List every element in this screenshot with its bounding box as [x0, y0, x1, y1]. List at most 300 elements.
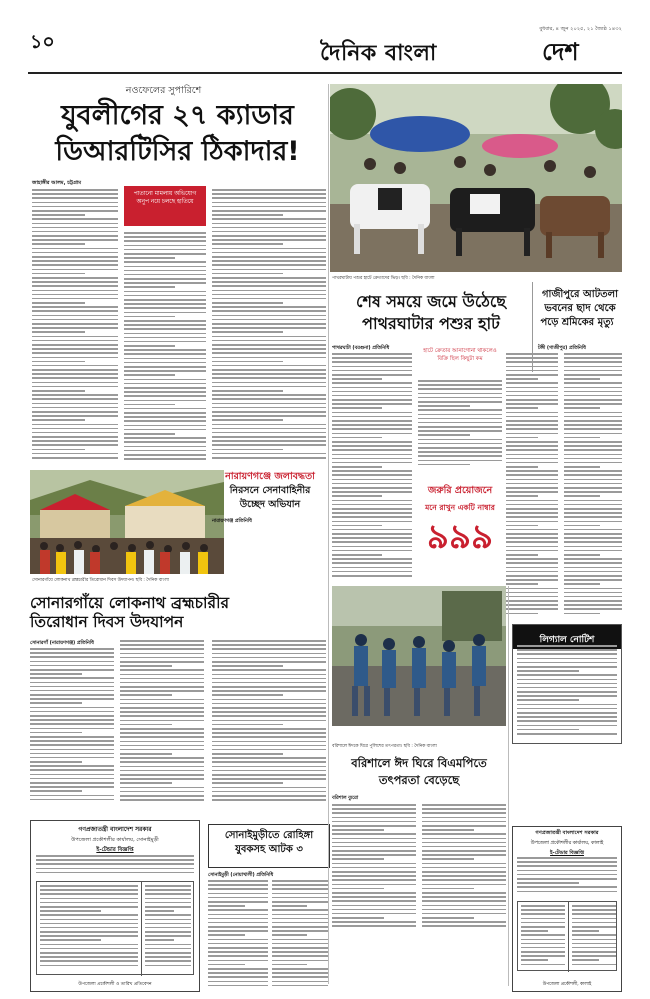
tender-left-gov: গণপ্রজাতন্ত্রী বাংলাদেশ সরকার — [78, 826, 152, 833]
text-line — [120, 674, 204, 676]
text-line — [332, 391, 412, 393]
tender-right-lines — [517, 857, 617, 897]
text-line — [212, 210, 326, 212]
lead-headline-2: ডিআরটিসির ঠিকাদার! — [55, 136, 300, 167]
text-line — [332, 466, 382, 468]
text-line — [40, 889, 138, 891]
text-line — [564, 357, 622, 359]
text-line — [506, 604, 558, 606]
text-line — [212, 390, 283, 392]
text-line — [30, 736, 114, 738]
text-line — [521, 918, 565, 920]
tender-left-title: ই-টেন্ডার বিজ্ঞপ্তি — [96, 847, 134, 853]
emergency-line-1: জরুরি প্রয়োজনে — [427, 485, 493, 496]
text-line — [30, 790, 82, 792]
text-line — [145, 939, 174, 941]
text-line — [564, 445, 622, 447]
text-line — [212, 189, 326, 191]
text-line — [40, 956, 138, 958]
text-line — [32, 394, 118, 396]
text-line — [212, 749, 326, 751]
emergency-number: ৯৯৯ — [426, 517, 494, 557]
text-line — [124, 437, 206, 439]
text-line — [506, 537, 558, 539]
text-line — [124, 412, 206, 414]
text-line — [32, 315, 118, 317]
text-line — [332, 913, 416, 915]
text-line — [506, 512, 558, 514]
text-line — [124, 320, 206, 322]
text-line — [332, 871, 416, 873]
text-line — [124, 261, 206, 263]
text-line — [32, 457, 118, 459]
text-line — [272, 934, 307, 936]
text-line — [120, 690, 204, 692]
text-line — [40, 885, 138, 887]
text-line — [521, 955, 565, 957]
text-line — [120, 657, 204, 659]
cattle-pullquote-text: হাটে ক্রেতার আনাগোনা থাকলেও বিক্রি ছিল কিছুটা কম — [423, 348, 497, 362]
text-line — [120, 795, 204, 797]
lokenath-body-col1 — [30, 648, 114, 806]
text-line — [332, 407, 382, 409]
text-line — [208, 914, 268, 916]
text-line — [145, 919, 191, 921]
text-line — [120, 640, 204, 642]
text-line — [32, 214, 85, 216]
text-line — [332, 533, 412, 535]
text-line — [517, 645, 617, 647]
text-line — [120, 694, 172, 696]
text-line — [124, 333, 206, 335]
lokenath-photo — [30, 470, 224, 574]
text-line — [120, 787, 204, 789]
text-line — [564, 353, 622, 355]
text-line — [564, 433, 622, 435]
tender-left-footer: উপজেলা প্রকৌশলী ও তারিখ প্রতিবেদন — [78, 982, 152, 987]
text-line — [40, 927, 138, 929]
text-line — [422, 879, 506, 881]
text-line — [120, 761, 204, 763]
text-line — [332, 420, 412, 422]
text-line — [36, 863, 194, 865]
lead-body-col3 — [212, 189, 326, 465]
text-line — [212, 753, 283, 755]
text-line — [30, 719, 114, 721]
text-line — [564, 588, 622, 590]
section-name: দেশ — [542, 37, 579, 66]
text-line — [418, 439, 502, 441]
text-line — [564, 449, 622, 451]
text-line — [32, 382, 118, 384]
text-line — [124, 408, 206, 410]
text-line — [517, 882, 579, 884]
text-line — [120, 728, 204, 730]
text-line — [506, 541, 558, 543]
text-line — [332, 357, 412, 359]
lokenath-body-col2 — [120, 640, 204, 806]
text-line — [506, 529, 558, 531]
text-line — [422, 821, 506, 823]
text-line — [212, 327, 326, 329]
text-line — [36, 868, 194, 870]
text-line — [572, 913, 616, 915]
text-line — [40, 906, 138, 908]
text-line — [272, 901, 328, 903]
text-line — [36, 859, 194, 861]
text-line — [212, 394, 326, 396]
rohingya-headline-2: যুবকসহ আটক ৩ — [235, 844, 303, 855]
text-line — [30, 656, 114, 658]
text-line — [208, 955, 268, 957]
text-line — [506, 592, 558, 594]
text-line — [572, 918, 616, 920]
text-line — [36, 855, 194, 857]
text-line — [332, 366, 412, 368]
text-line — [120, 720, 204, 722]
text-line — [212, 745, 326, 747]
text-line — [332, 487, 412, 489]
text-line — [212, 361, 283, 363]
text-line — [564, 558, 622, 560]
text-line — [212, 315, 326, 317]
gazipur-body-col2 — [564, 353, 622, 619]
text-line — [572, 951, 616, 953]
text-line — [30, 677, 114, 679]
text-line — [564, 420, 622, 422]
text-line — [422, 888, 474, 890]
text-line — [564, 546, 622, 548]
text-line — [564, 374, 622, 376]
text-line — [521, 930, 548, 932]
text-line — [418, 455, 502, 457]
text-line — [30, 782, 114, 784]
text-line — [564, 554, 600, 556]
text-line — [32, 411, 118, 413]
text-line — [212, 377, 326, 379]
text-line — [208, 897, 268, 899]
text-line — [124, 307, 206, 309]
text-line — [272, 972, 328, 974]
text-line — [124, 240, 206, 242]
text-line — [332, 550, 412, 552]
text-line — [418, 401, 502, 403]
text-line — [521, 934, 565, 936]
tender-right-footer: উপজেলা প্রকৌশলী, কালাই — [542, 982, 592, 987]
text-line — [506, 395, 558, 397]
text-line — [212, 197, 326, 199]
text-line — [32, 239, 118, 241]
text-line — [145, 956, 191, 958]
text-line — [32, 428, 118, 430]
text-line — [506, 420, 558, 422]
text-line — [506, 399, 558, 401]
text-line — [212, 778, 326, 780]
text-line — [506, 562, 558, 564]
text-line — [124, 324, 206, 326]
text-line — [564, 387, 622, 389]
text-line — [332, 508, 412, 510]
barishal-headline-2: তৎপরতা বেড়েছে — [378, 773, 460, 787]
text-line — [212, 319, 326, 321]
text-line — [120, 711, 204, 713]
text-line — [212, 340, 326, 342]
text-line — [564, 470, 622, 472]
text-line — [30, 648, 114, 650]
text-line — [32, 344, 118, 346]
text-line — [422, 892, 506, 894]
text-line — [124, 337, 206, 339]
text-line — [418, 422, 502, 424]
text-line — [506, 428, 558, 430]
text-line — [332, 458, 412, 460]
text-line — [332, 842, 416, 844]
text-line — [506, 474, 558, 476]
text-line — [517, 725, 617, 727]
text-line — [564, 562, 622, 564]
text-line — [212, 432, 326, 434]
text-line — [32, 235, 118, 237]
text-line — [32, 202, 118, 204]
text-line — [124, 291, 206, 293]
text-line — [506, 608, 558, 610]
text-line — [332, 812, 416, 814]
text-line — [32, 252, 118, 254]
text-line — [506, 378, 538, 380]
text-line — [145, 910, 174, 912]
text-line — [332, 850, 416, 852]
text-line — [30, 682, 114, 684]
text-line — [32, 340, 118, 342]
text-line — [332, 562, 412, 564]
text-line — [212, 256, 326, 258]
text-line — [212, 682, 326, 684]
text-line — [120, 766, 204, 768]
text-line — [124, 299, 206, 301]
text-line — [332, 884, 416, 886]
text-line — [120, 715, 204, 717]
text-line — [564, 361, 622, 363]
text-line — [332, 858, 384, 860]
cattle-headline-2: পাথরঘাটার পশুর হাট — [362, 314, 500, 333]
text-line — [564, 604, 622, 606]
text-line — [124, 362, 206, 364]
text-line — [120, 661, 204, 663]
text-line — [212, 294, 326, 296]
text-line — [517, 857, 617, 859]
text-line — [332, 546, 412, 548]
text-line — [332, 399, 412, 401]
text-line — [564, 407, 600, 409]
text-line — [40, 910, 101, 912]
text-line — [506, 483, 558, 485]
tender-left — [30, 820, 200, 992]
text-line — [517, 704, 617, 706]
text-line — [332, 370, 412, 372]
text-line — [564, 608, 622, 610]
text-line — [332, 917, 384, 919]
text-line — [564, 567, 622, 569]
text-line — [332, 529, 412, 531]
text-line — [506, 403, 558, 405]
text-line — [564, 512, 622, 514]
text-line — [32, 264, 118, 266]
lokenath-headline-1: সোনারগাঁয়ে লোকনাথ ব্রহ্মচারীর — [30, 594, 230, 612]
text-line — [272, 918, 328, 920]
text-line — [30, 799, 114, 801]
narayanganj-headline-3: উচ্ছেদ অভিযান — [239, 499, 301, 510]
text-line — [506, 588, 558, 590]
text-line — [272, 985, 328, 987]
text-line — [506, 445, 558, 447]
text-line — [120, 799, 204, 801]
text-line — [30, 778, 114, 780]
text-line — [564, 395, 622, 397]
text-line — [517, 662, 617, 664]
text-line — [517, 674, 617, 676]
text-line — [332, 804, 416, 806]
text-line — [521, 943, 565, 945]
text-line — [208, 981, 268, 983]
text-line — [332, 900, 416, 902]
text-line — [506, 391, 558, 393]
text-line — [212, 741, 326, 743]
text-line — [418, 388, 502, 390]
text-line — [120, 699, 204, 701]
text-line — [517, 733, 617, 735]
text-line — [212, 369, 326, 371]
text-line — [32, 260, 118, 262]
text-line — [564, 424, 622, 426]
cattle-byline: পাথরঘাটা (বরগুনা) প্রতিনিধি — [332, 346, 390, 351]
tender-right-table-col1 — [521, 905, 565, 969]
text-line — [517, 699, 579, 701]
text-line — [564, 391, 622, 393]
text-line — [120, 770, 204, 772]
text-line — [517, 865, 617, 867]
lead-kicker: নওফেলের সুপারিশে — [125, 85, 202, 96]
text-line — [212, 686, 326, 688]
column-rule-left — [328, 84, 329, 984]
text-line — [120, 703, 204, 705]
text-line — [124, 387, 206, 389]
text-line — [212, 799, 326, 801]
text-line — [120, 753, 172, 755]
text-line — [332, 571, 412, 573]
text-line — [212, 214, 283, 216]
text-line — [208, 939, 268, 941]
barishal-photo — [332, 586, 506, 726]
text-line — [124, 420, 206, 422]
text-line — [506, 500, 558, 502]
text-line — [32, 277, 118, 279]
text-line — [572, 955, 616, 957]
text-line — [124, 312, 206, 314]
text-line — [418, 418, 502, 420]
text-line — [212, 302, 283, 304]
text-line — [212, 403, 326, 405]
text-line — [208, 972, 268, 974]
text-line — [332, 504, 412, 506]
text-line — [332, 921, 416, 923]
text-line — [272, 888, 328, 890]
text-line — [332, 825, 416, 827]
text-line — [208, 901, 268, 903]
text-line — [208, 985, 268, 987]
text-line — [120, 653, 204, 655]
date-line: বুধবার, ৪ জুন ২০২৫, ২১ জ্যৈষ্ঠ ১৪৩২ — [539, 26, 622, 32]
text-line — [212, 436, 326, 438]
text-line — [120, 682, 204, 684]
text-line — [517, 720, 617, 722]
text-line — [272, 914, 328, 916]
page-number: ১০ — [30, 31, 55, 53]
text-line — [422, 884, 506, 886]
text-line — [564, 370, 622, 372]
text-line — [422, 925, 506, 927]
text-line — [30, 761, 82, 763]
text-line — [120, 749, 204, 751]
text-line — [332, 500, 412, 502]
text-line — [332, 888, 384, 890]
text-line — [36, 872, 194, 874]
text-line — [30, 673, 82, 675]
text-line — [212, 661, 326, 663]
text-line — [124, 345, 175, 347]
text-line — [332, 353, 412, 355]
text-line — [145, 948, 191, 950]
text-line — [124, 353, 206, 355]
text-line — [30, 795, 114, 797]
text-line — [272, 893, 328, 895]
text-line — [564, 495, 600, 497]
text-line — [32, 290, 118, 292]
narayanganj-headline-1: নারায়ণগঞ্জে জলাবদ্ধতা — [225, 471, 315, 482]
text-line — [32, 398, 118, 400]
text-line — [332, 896, 416, 898]
text-line — [212, 795, 326, 797]
tender-left-office: উপজেলা প্রকৌশলীর কার্যালয়, সোনাইমুড়ী — [71, 837, 159, 843]
text-line — [32, 302, 85, 304]
text-line — [506, 554, 538, 556]
text-line — [517, 729, 579, 731]
cattle-body-col2 — [418, 380, 502, 472]
text-line — [208, 951, 268, 953]
text-line — [564, 412, 622, 414]
text-line — [272, 939, 328, 941]
text-line — [332, 483, 412, 485]
text-line — [506, 558, 558, 560]
text-line — [124, 400, 206, 402]
text-line — [40, 960, 138, 962]
text-line — [212, 699, 326, 701]
text-line — [212, 440, 326, 442]
text-line — [120, 669, 204, 671]
tender-left-lines — [36, 855, 194, 877]
text-line — [32, 285, 118, 287]
text-line — [564, 466, 600, 468]
text-line — [332, 537, 412, 539]
text-line — [30, 769, 114, 771]
cattle-photo-image — [330, 84, 622, 272]
text-line — [32, 248, 118, 250]
text-line — [32, 373, 118, 375]
text-line — [564, 537, 622, 539]
text-line — [212, 277, 326, 279]
text-line — [124, 370, 206, 372]
barishal-headline-1: বরিশালে ঈদ ঘিরে বিএমপিতে — [351, 756, 487, 770]
text-line — [272, 981, 328, 983]
